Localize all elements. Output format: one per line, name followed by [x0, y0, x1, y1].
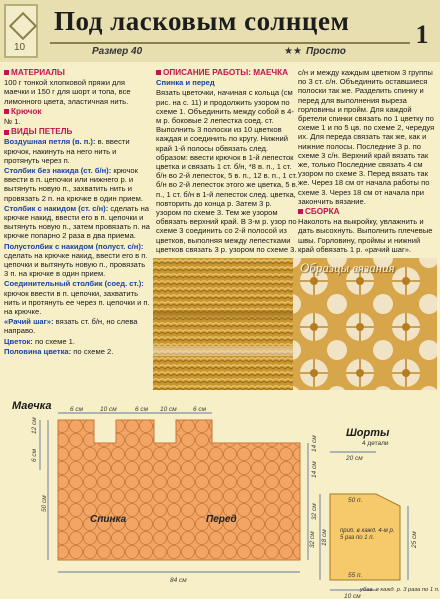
size-label: Размер 40: [92, 46, 143, 57]
column-right: [298, 68, 438, 255]
difficulty-stars: ★★: [284, 46, 302, 57]
work-text: Вязать цветочки, начиная с кольца (см рис. на с. 11) и продолжить узором по схеме 1. Объединить между собой в 4-м р. боковые 2 лепестка соед. ст. Выполнить 3 полоски из 10 цветков каждая и соединить по кругу. Нижний край 1-й полосы обвязать след. образом: ввести крючок в 1-й лепесток цветка и связать 1 ст. б/н, *8 в. п., 1 ст. б/н во 2-й лепесток, 5 в. п., 12 в. п., 1 ст. б/н во 2-й лепесток этого же цветка, 5 в. п., 1 ст. б/н в 1-й лепесток след. цветка, повторить до конца р. Затем 3 р. узором по схеме 3. Тем же узором обвязать верхний край. В 3-м р. узор по схеме 3 соединить со 2-й полосой из цветков, выполняя между лепестками цветков связать 3 р. узором по схеме 3.: [156, 88, 298, 254]
tank-title: Маечка: [12, 400, 52, 412]
flower-motif: [252, 420, 265, 433]
materials-text: 100 г тонкой хлопковой пряжи для маечки и 150 г для шорт и топа, все лимонного цвета, эластичная нить.: [4, 78, 131, 106]
shorts-note: приб. в кажд. 4-м р. 5 раз по 1 п.: [340, 528, 395, 541]
tank-right-dim: 14 см: [311, 435, 318, 452]
stitch-item: Полустолбик с накидом (полуст. с/н): сделать на крючке накид, ввести его в п. цепочки и вытянуть новую п., провязать 3 п. на крючке в один прием.: [4, 241, 148, 279]
shorts-subtitle: 4 детали: [362, 440, 389, 447]
flower-motif: [238, 420, 251, 433]
work-subheading: Спинка и перед: [156, 78, 215, 88]
photo-caption: Образцы вязания: [300, 260, 395, 275]
tank-top-dim: 6 см: [193, 406, 207, 413]
page-number: 1: [415, 20, 429, 49]
stitch-item: Воздушная петля (в. п.): в. ввести крючок, накинуть на него нить и протянуть через п.: [4, 137, 130, 165]
hook-heading: Крючок: [4, 107, 150, 116]
bullet-square-icon: [298, 209, 303, 214]
shorts-left-dim: 18 см: [321, 529, 328, 546]
materials-heading: МАТЕРИАЛЫ: [4, 68, 150, 77]
front-label: Перед: [206, 514, 237, 525]
tank-right-dim: 32 см: [311, 503, 318, 520]
tank-left-dim: 6 см: [31, 448, 38, 462]
bullet-square-icon: [4, 130, 9, 135]
corner-number: 10: [14, 42, 26, 53]
swatch-solid: [153, 258, 293, 390]
shorts-bottom-note: убав. в кажд. р. 3 раза по 1 п.: [360, 587, 440, 593]
shorts-inner-top: 50 п.: [348, 497, 363, 504]
tank-bottom-dim: 84 см: [170, 577, 187, 584]
tank-top-dim: 10 см: [100, 406, 117, 413]
hook-text: № 1.: [4, 117, 21, 127]
swatch-lace: [293, 258, 437, 390]
work-heading: ОПИСАНИЕ РАБОТЫ: МАЕЧКА: [156, 68, 298, 77]
tank-left-dim: 12 см: [31, 417, 38, 434]
bullet-square-icon: [4, 70, 9, 75]
shorts-note-wrapper: [340, 528, 396, 562]
stitch-item: Соединительный столбик (соед. ст.): крючок ввести в п. цепочки, захватить нить и протянуть ее через п. цепочки и п. на крючке.: [4, 279, 150, 317]
stitch-item: Столбик с накидом (ст. с/н): сделать на крючке накид, ввести его в п. цепочки и вытянуть новую п., затем провязать п. на крючке попарно 2 раза в два приема.: [4, 203, 150, 241]
pattern-schematics: [0, 392, 440, 599]
shorts-bottom-dim: 10 см: [344, 593, 361, 599]
tank-top-dim: 6 см: [70, 406, 84, 413]
column-middle: [156, 68, 298, 255]
flower-motif: [224, 420, 237, 433]
bullet-square-icon: [4, 109, 9, 114]
stitch-item: «Рачий шаг»: вязать ст. б/н, но слева направо.: [4, 317, 138, 336]
diamond-icon: [9, 12, 37, 40]
tank-top-dim: 10 см: [160, 406, 177, 413]
corner-badge: [4, 4, 38, 58]
stitch-item: Половина цветка: по схеме 2.: [4, 346, 114, 356]
assembly-text: Наколоть на выкройку, увлажнить и дать высохнуть. Выполнить плечевые швы. Горловину, проймы и нижний край обвязать 1 р. «рачий шаг».: [298, 217, 433, 254]
flower-motif: [98, 420, 111, 433]
flower-motif: [280, 420, 293, 433]
flower-motif: [294, 420, 307, 433]
column-left: [4, 68, 150, 357]
tank-left-dim: 50 см: [41, 495, 48, 512]
stitch-item: Цветок: по схеме 1.: [4, 336, 76, 346]
assembly-heading: СБОРКА: [298, 207, 438, 216]
tank-top-dim: 6 см: [135, 406, 149, 413]
difficulty-label: Просто: [306, 46, 346, 57]
tank-outline: [58, 420, 300, 560]
work-continued-text: с/н и между каждым цветком 3 группы по 3 ст. с/н. Объединить оставшиеся полоски так же. Разделить спинку и перед для выполнения выреза горловины и пройм. Для каждой бретели спинки связать по 1 цветку по схеме 1 и по 5 цв. по схеме 2, чередуя их. Для переда связать так же, как и нижние полосы. Последние 3 р. по схеме 3 с/н. Верхний край вязать так же, только Последние связать 4 см узором по схеме 3. Перед вязать так же. Через 18 см от начала работы по схеме 3. Через 18 см от начала при закончить вязание.: [298, 68, 435, 206]
stitches-heading: ВИДЫ ПЕТЕЛЬ: [4, 127, 150, 136]
shorts-inner-bottom: 55 п.: [348, 572, 363, 579]
title-underline: [50, 42, 410, 44]
shorts-left-dim: 14 см: [311, 461, 318, 478]
shorts-left-dim: 32 см: [309, 531, 316, 548]
swatch-photo: [153, 258, 437, 390]
flower-motif: [266, 420, 279, 433]
bullet-square-icon: [156, 70, 161, 75]
shorts-right-dim: 25 см: [411, 531, 418, 548]
shorts-title: Шорты: [346, 427, 390, 439]
flower-motif: [154, 420, 167, 433]
shorts-top-dim: 20 см: [346, 455, 363, 462]
stitch-item: Столбик без накида (ст. б/н): крючок ввести в п. цепочки или нижнего р. и вытянуть новую п., захватить нить и провязать 2 п. на крючке в один прием.: [4, 166, 143, 203]
page-title: Под ласковым солнцем: [54, 6, 350, 36]
back-label: Спинка: [90, 514, 127, 525]
